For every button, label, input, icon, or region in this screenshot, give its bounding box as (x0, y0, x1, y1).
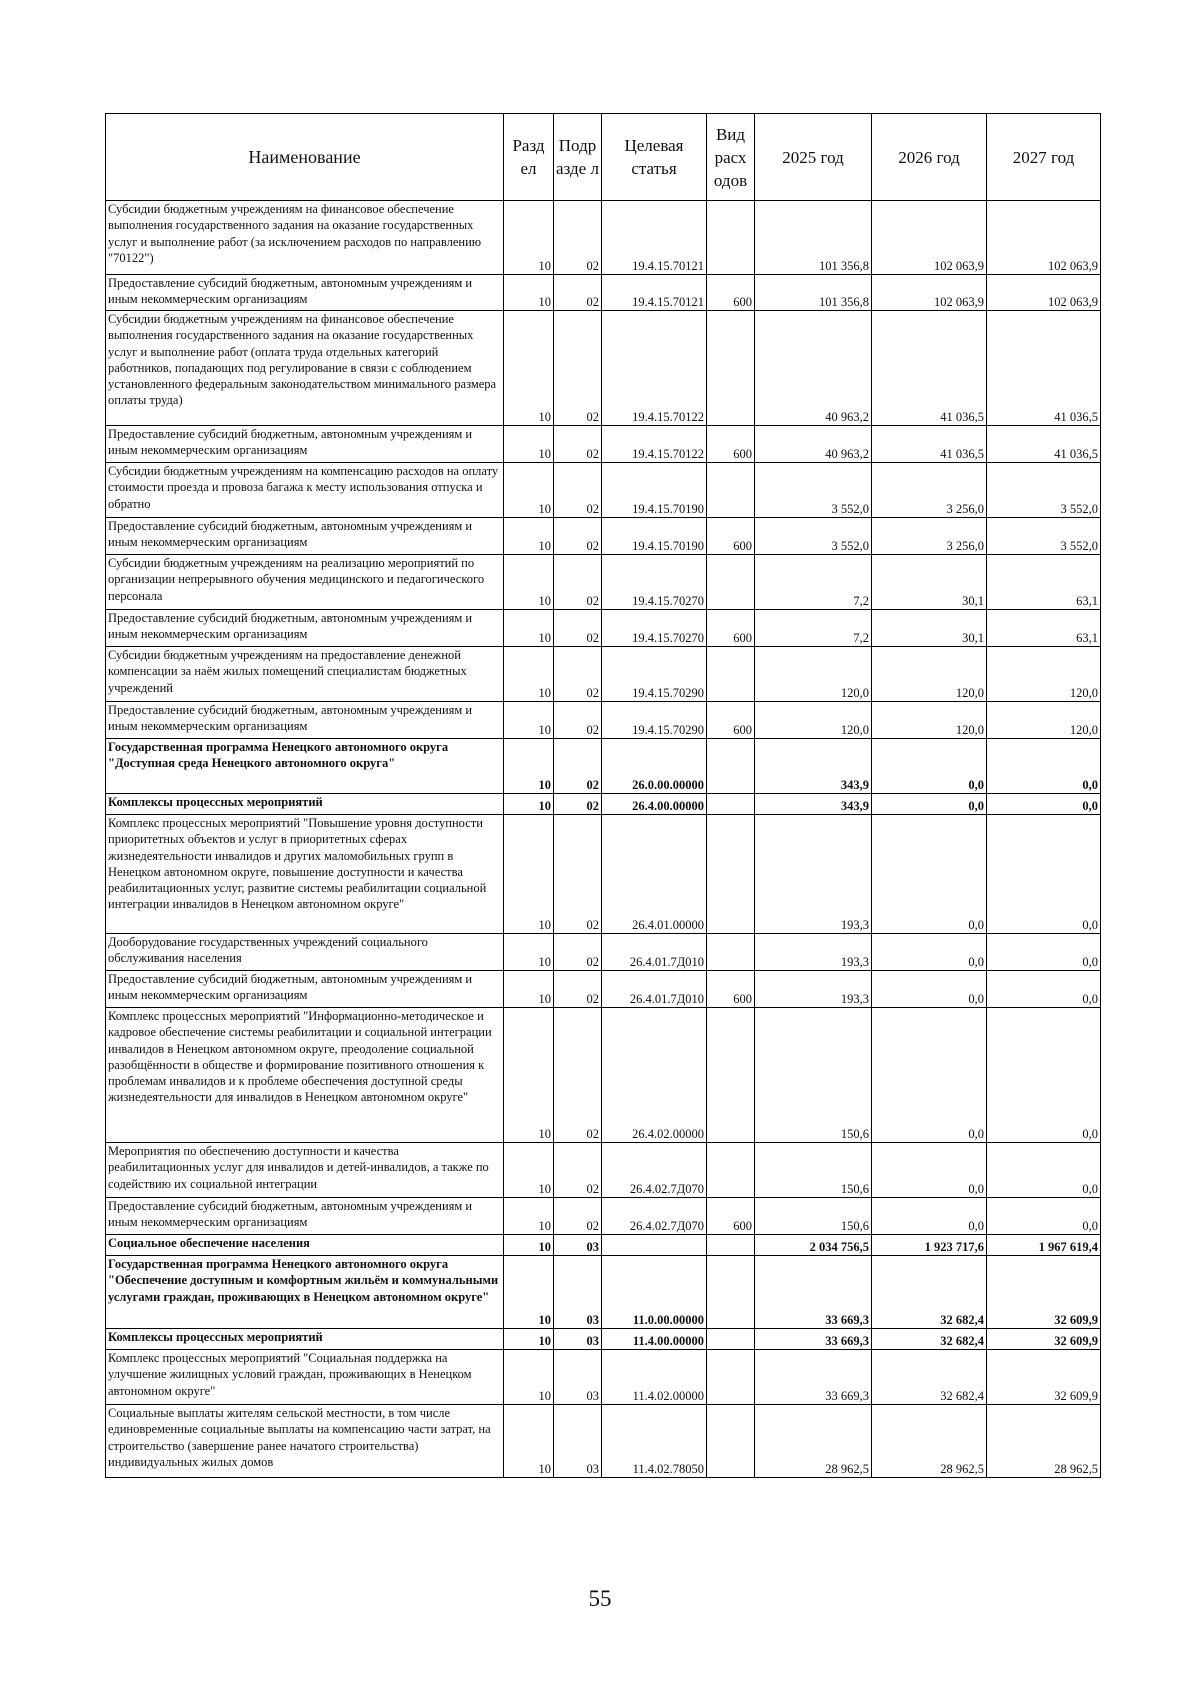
row-celevaya-cell: 26.4.02.7Д070 (602, 1198, 707, 1235)
row-celevaya-cell: 19.4.15.70270 (602, 555, 707, 610)
table-row (106, 463, 1101, 518)
row-name-cell: Комплекс процессных мероприятий "Информационно-методическое и кадровое обеспечение системы реабилитации и социальной интеграции инвалидов в Ненецком автономном округе, преодоление социальной разобщённости в обществе и формирование позитивного отношения к проблемам инвалидов и к проблеме обеспечения доступной среды жизнедеятельности для инвалидов в Ненецком автономном округе" (106, 1008, 504, 1143)
row-vid-cell: 600 (707, 702, 755, 739)
row-2027-cell: 120,0 (987, 647, 1101, 702)
row-2025-cell: 40 963,2 (755, 426, 872, 463)
table-row (106, 794, 1101, 815)
row-razdel-cell: 10 (504, 555, 554, 610)
row-2026-cell: 0,0 (872, 1198, 987, 1235)
row-razdel-cell: 10 (504, 739, 554, 794)
row-podrazdel-cell: 02 (554, 463, 602, 518)
header-razdel: Разд ел (504, 114, 554, 201)
row-razdel-cell: 10 (504, 1235, 554, 1256)
budget-table-container (105, 113, 1100, 1478)
row-podrazdel-cell: 02 (554, 518, 602, 555)
row-2026-cell: 120,0 (872, 647, 987, 702)
row-vid-cell: 600 (707, 971, 755, 1008)
row-vid-cell: 600 (707, 518, 755, 555)
row-2025-cell: 7,2 (755, 555, 872, 610)
row-celevaya-cell: 26.4.02.00000 (602, 1008, 707, 1143)
row-podrazdel-cell: 02 (554, 739, 602, 794)
row-name-cell: Предоставление субсидий бюджетным, автономным учреждениям и иным некоммерческим организациям (106, 275, 504, 311)
row-vid-cell (707, 1143, 755, 1198)
row-name-cell: Предоставление субсидий бюджетным, автономным учреждениям и иным некоммерческим организациям (106, 610, 504, 647)
row-razdel-cell: 10 (504, 463, 554, 518)
table-row (106, 739, 1101, 794)
row-2025-cell: 33 669,3 (755, 1350, 872, 1405)
row-2025-cell: 28 962,5 (755, 1405, 872, 1478)
row-2026-cell: 1 923 717,6 (872, 1235, 987, 1256)
row-celevaya-cell: 19.4.15.70270 (602, 610, 707, 647)
row-vid-cell (707, 934, 755, 971)
row-razdel-cell: 10 (504, 1350, 554, 1405)
row-podrazdel-cell: 02 (554, 971, 602, 1008)
row-celevaya-cell: 11.4.02.00000 (602, 1350, 707, 1405)
row-name-cell: Государственная программа Ненецкого автономного округа "Обеспечение доступным и комфортным жильём и коммунальными услугами граждан, проживающих в Ненецком автономном округе" (106, 1256, 504, 1329)
header-vid-rashodov: Вид расх одов (707, 114, 755, 201)
row-2027-cell: 0,0 (987, 934, 1101, 971)
row-podrazdel-cell: 03 (554, 1235, 602, 1256)
row-razdel-cell: 10 (504, 971, 554, 1008)
row-2026-cell: 32 682,4 (872, 1329, 987, 1350)
row-2027-cell: 0,0 (987, 1143, 1101, 1198)
row-2025-cell: 33 669,3 (755, 1329, 872, 1350)
row-2027-cell: 63,1 (987, 610, 1101, 647)
row-2026-cell: 102 063,9 (872, 201, 987, 275)
table-row (106, 1143, 1101, 1198)
row-2025-cell: 101 356,8 (755, 275, 872, 311)
table-row (106, 311, 1101, 426)
row-razdel-cell: 10 (504, 1329, 554, 1350)
row-razdel-cell: 10 (504, 647, 554, 702)
row-celevaya-cell: 19.4.15.70122 (602, 311, 707, 426)
row-2025-cell: 120,0 (755, 702, 872, 739)
table-row (106, 1235, 1101, 1256)
row-2026-cell: 30,1 (872, 610, 987, 647)
table-row (106, 934, 1101, 971)
row-razdel-cell: 10 (504, 794, 554, 815)
row-2027-cell: 0,0 (987, 815, 1101, 934)
row-vid-cell (707, 1350, 755, 1405)
row-2025-cell: 150,6 (755, 1008, 872, 1143)
row-2026-cell: 0,0 (872, 794, 987, 815)
row-podrazdel-cell: 02 (554, 201, 602, 275)
row-2026-cell: 102 063,9 (872, 275, 987, 311)
header-year-2027: 2027 год (987, 114, 1101, 201)
row-vid-cell: 600 (707, 275, 755, 311)
row-2026-cell: 0,0 (872, 971, 987, 1008)
row-name-cell: Дооборудование государственных учреждений социального обслуживания населения (106, 934, 504, 971)
row-celevaya-cell: 26.0.00.00000 (602, 739, 707, 794)
table-row (106, 610, 1101, 647)
table-row (106, 647, 1101, 702)
row-celevaya-cell: 26.4.02.7Д070 (602, 1143, 707, 1198)
row-2027-cell: 0,0 (987, 739, 1101, 794)
row-2025-cell: 193,3 (755, 971, 872, 1008)
row-2027-cell: 41 036,5 (987, 311, 1101, 426)
row-name-cell: Предоставление субсидий бюджетным, автономным учреждениям и иным некоммерческим организациям (106, 518, 504, 555)
row-2025-cell: 33 669,3 (755, 1256, 872, 1329)
row-celevaya-cell: 26.4.01.7Д010 (602, 971, 707, 1008)
row-vid-cell (707, 311, 755, 426)
row-2027-cell: 32 609,9 (987, 1350, 1101, 1405)
row-celevaya-cell: 11.0.00.00000 (602, 1256, 707, 1329)
row-2027-cell: 102 063,9 (987, 275, 1101, 311)
table-row (106, 275, 1101, 311)
row-razdel-cell: 10 (504, 426, 554, 463)
row-celevaya-cell: 19.4.15.70122 (602, 426, 707, 463)
row-2027-cell: 28 962,5 (987, 1405, 1101, 1478)
table-row (106, 201, 1101, 275)
row-razdel-cell: 10 (504, 934, 554, 971)
row-vid-cell (707, 815, 755, 934)
header-celevaya-statya: Целевая статья (602, 114, 707, 201)
row-2026-cell: 0,0 (872, 1008, 987, 1143)
row-2026-cell: 0,0 (872, 934, 987, 971)
row-2025-cell: 193,3 (755, 934, 872, 971)
row-celevaya-cell: 19.4.15.70190 (602, 518, 707, 555)
row-2025-cell: 343,9 (755, 794, 872, 815)
row-razdel-cell: 10 (504, 610, 554, 647)
table-row (106, 1350, 1101, 1405)
row-2027-cell: 1 967 619,4 (987, 1235, 1101, 1256)
row-2025-cell: 101 356,8 (755, 201, 872, 275)
row-name-cell: Предоставление субсидий бюджетным, автономным учреждениям и иным некоммерческим организациям (106, 971, 504, 1008)
row-celevaya-cell: 26.4.00.00000 (602, 794, 707, 815)
row-razdel-cell: 10 (504, 1198, 554, 1235)
row-podrazdel-cell: 02 (554, 815, 602, 934)
table-body (106, 201, 1101, 1478)
row-podrazdel-cell: 02 (554, 275, 602, 311)
table-row (106, 1008, 1101, 1143)
row-2027-cell: 32 609,9 (987, 1329, 1101, 1350)
row-2026-cell: 120,0 (872, 702, 987, 739)
row-vid-cell (707, 463, 755, 518)
row-2027-cell: 0,0 (987, 971, 1101, 1008)
row-name-cell: Комплексы процессных мероприятий (106, 794, 504, 815)
row-name-cell: Комплекс процессных мероприятий "Повышение уровня доступности приоритетных объектов и услуг в приоритетных сферах жизнедеятельности инвалидов и других маломобильных групп в Ненецком автономном округе, повышение доступности и качества реабилитационных услуг, развитие системы реабилитации социальной интеграции инвалидов в Ненецком автономном округе" (106, 815, 504, 934)
row-2027-cell: 3 552,0 (987, 518, 1101, 555)
row-2026-cell: 3 256,0 (872, 518, 987, 555)
row-name-cell: Субсидии бюджетным учреждениям на компенсацию расходов на оплату стоимости проезда и провоза багажа к месту использования отпуска и обратно (106, 463, 504, 518)
row-2027-cell: 0,0 (987, 1198, 1101, 1235)
row-vid-cell (707, 647, 755, 702)
row-podrazdel-cell: 02 (554, 1008, 602, 1143)
row-celevaya-cell: 11.4.00.00000 (602, 1329, 707, 1350)
row-podrazdel-cell: 02 (554, 610, 602, 647)
row-razdel-cell: 10 (504, 518, 554, 555)
row-vid-cell (707, 1256, 755, 1329)
row-razdel-cell: 10 (504, 1256, 554, 1329)
row-podrazdel-cell: 03 (554, 1256, 602, 1329)
row-podrazdel-cell: 03 (554, 1329, 602, 1350)
row-podrazdel-cell: 02 (554, 555, 602, 610)
row-2027-cell: 120,0 (987, 702, 1101, 739)
row-razdel-cell: 10 (504, 275, 554, 311)
header-podrazdel: Подр азде л (554, 114, 602, 201)
row-podrazdel-cell: 02 (554, 311, 602, 426)
row-vid-cell (707, 1008, 755, 1143)
table-row (106, 815, 1101, 934)
row-vid-cell (707, 1405, 755, 1478)
row-2025-cell: 193,3 (755, 815, 872, 934)
row-podrazdel-cell: 02 (554, 1143, 602, 1198)
row-celevaya-cell: 19.4.15.70121 (602, 201, 707, 275)
table-row (106, 1198, 1101, 1235)
row-podrazdel-cell: 03 (554, 1350, 602, 1405)
row-celevaya-cell: 11.4.02.78050 (602, 1405, 707, 1478)
row-2025-cell: 2 034 756,5 (755, 1235, 872, 1256)
row-2026-cell: 30,1 (872, 555, 987, 610)
table-row (106, 1405, 1101, 1478)
row-2027-cell: 3 552,0 (987, 463, 1101, 518)
row-podrazdel-cell: 02 (554, 934, 602, 971)
row-name-cell: Субсидии бюджетным учреждениям на реализацию мероприятий по организации непрерывного обучения медицинского и педагогического персонала (106, 555, 504, 610)
row-2025-cell: 40 963,2 (755, 311, 872, 426)
row-vid-cell (707, 1329, 755, 1350)
row-2025-cell: 3 552,0 (755, 518, 872, 555)
row-celevaya-cell: 19.4.15.70290 (602, 702, 707, 739)
row-razdel-cell: 10 (504, 1405, 554, 1478)
row-name-cell: Государственная программа Ненецкого автономного округа "Доступная среда Ненецкого автономного округа" (106, 739, 504, 794)
row-2027-cell: 41 036,5 (987, 426, 1101, 463)
row-podrazdel-cell: 02 (554, 426, 602, 463)
row-razdel-cell: 10 (504, 1008, 554, 1143)
row-celevaya-cell (602, 1235, 707, 1256)
row-podrazdel-cell: 02 (554, 1198, 602, 1235)
row-2027-cell: 0,0 (987, 794, 1101, 815)
table-row (106, 426, 1101, 463)
header-year-2025: 2025 год (755, 114, 872, 201)
row-vid-cell: 600 (707, 610, 755, 647)
page-number: 55 (588, 1586, 612, 1611)
row-celevaya-cell: 19.4.15.70121 (602, 275, 707, 311)
row-name-cell: Социальные выплаты жителям сельской местности, в том числе единовременные социальные выплаты на компенсацию части затрат, на строительство (завершение ранее начатого строительства) индивидуальных жилых домов (106, 1405, 504, 1478)
row-name-cell: Комплексы процессных мероприятий (106, 1329, 504, 1350)
row-name-cell: Предоставление субсидий бюджетным, автономным учреждениям и иным некоммерческим организациям (106, 426, 504, 463)
row-vid-cell (707, 201, 755, 275)
row-vid-cell (707, 794, 755, 815)
table-row (106, 1329, 1101, 1350)
row-2026-cell: 0,0 (872, 815, 987, 934)
row-celevaya-cell: 19.4.15.70190 (602, 463, 707, 518)
table-row (106, 702, 1101, 739)
row-razdel-cell: 10 (504, 311, 554, 426)
table-row (106, 1256, 1101, 1329)
header-name: Наименование (106, 114, 504, 201)
row-celevaya-cell: 26.4.01.00000 (602, 815, 707, 934)
row-podrazdel-cell: 02 (554, 647, 602, 702)
row-vid-cell: 600 (707, 1198, 755, 1235)
row-2025-cell: 120,0 (755, 647, 872, 702)
row-vid-cell (707, 1235, 755, 1256)
table-row (106, 555, 1101, 610)
row-2026-cell: 0,0 (872, 1143, 987, 1198)
row-name-cell: Предоставление субсидий бюджетным, автономным учреждениям и иным некоммерческим организациям (106, 702, 504, 739)
row-2026-cell: 41 036,5 (872, 311, 987, 426)
row-name-cell: Предоставление субсидий бюджетным, автономным учреждениям и иным некоммерческим организациям (106, 1198, 504, 1235)
row-2025-cell: 343,9 (755, 739, 872, 794)
row-podrazdel-cell: 02 (554, 702, 602, 739)
table-row (106, 518, 1101, 555)
row-name-cell: Субсидии бюджетным учреждениям на финансовое обеспечение выполнения государственного задания на оказание государственных услуг и выполнение работ (за исключением расходов по направлению "70122") (106, 201, 504, 275)
row-2027-cell: 102 063,9 (987, 201, 1101, 275)
table-header-row (106, 114, 1101, 201)
row-vid-cell: 600 (707, 426, 755, 463)
row-celevaya-cell: 26.4.01.7Д010 (602, 934, 707, 971)
row-2026-cell: 32 682,4 (872, 1256, 987, 1329)
row-2026-cell: 28 962,5 (872, 1405, 987, 1478)
row-2026-cell: 41 036,5 (872, 426, 987, 463)
row-razdel-cell: 10 (504, 702, 554, 739)
row-podrazdel-cell: 03 (554, 1405, 602, 1478)
table-row (106, 971, 1101, 1008)
row-vid-cell (707, 739, 755, 794)
header-year-2026: 2026 год (872, 114, 987, 201)
row-2027-cell: 32 609,9 (987, 1256, 1101, 1329)
row-name-cell: Субсидии бюджетным учреждениям на финансовое обеспечение выполнения государственного задания на оказание государственных услуг и выполнение работ (оплата труда отдельных категорий работников, попадающих под регулирование в связи с соблюдением установленного федеральным законодательством минимального размера оплаты труда) (106, 311, 504, 426)
row-name-cell: Комплекс процессных мероприятий "Социальная поддержка на улучшение жилищных условий граждан, проживающих в Ненецком автономном округе" (106, 1350, 504, 1405)
row-2027-cell: 0,0 (987, 1008, 1101, 1143)
row-celevaya-cell: 19.4.15.70290 (602, 647, 707, 702)
row-razdel-cell: 10 (504, 201, 554, 275)
row-2025-cell: 150,6 (755, 1198, 872, 1235)
budget-table (105, 113, 1101, 1478)
row-2025-cell: 7,2 (755, 610, 872, 647)
row-name-cell: Социальное обеспечение населения (106, 1235, 504, 1256)
row-razdel-cell: 10 (504, 815, 554, 934)
row-name-cell: Субсидии бюджетным учреждениям на предоставление денежной компенсации за наём жилых помещений специалистам бюджетных учреждений (106, 647, 504, 702)
row-2026-cell: 3 256,0 (872, 463, 987, 518)
row-razdel-cell: 10 (504, 1143, 554, 1198)
row-2026-cell: 0,0 (872, 739, 987, 794)
row-2027-cell: 63,1 (987, 555, 1101, 610)
row-2025-cell: 150,6 (755, 1143, 872, 1198)
row-2025-cell: 3 552,0 (755, 463, 872, 518)
row-name-cell: Мероприятия по обеспечению доступности и качества реабилитационных услуг для инвалидов и детей-инвалидов, а также по содействию их социальной интеграции (106, 1143, 504, 1198)
row-2026-cell: 32 682,4 (872, 1350, 987, 1405)
row-vid-cell (707, 555, 755, 610)
row-podrazdel-cell: 02 (554, 794, 602, 815)
